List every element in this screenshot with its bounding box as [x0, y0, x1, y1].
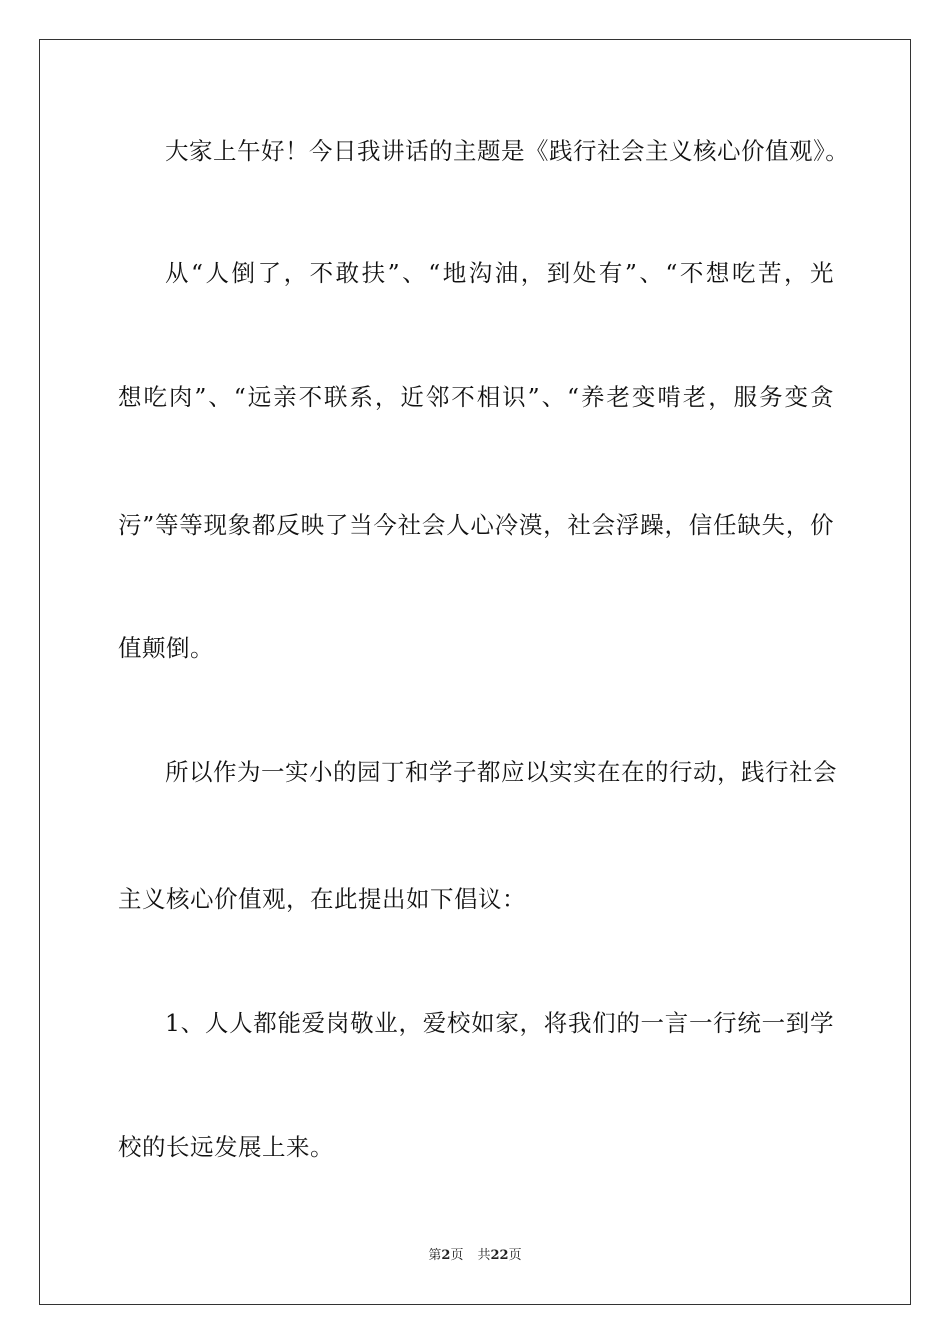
- page-prefix: 第: [428, 1248, 442, 1263]
- total-prefix: 共: [477, 1248, 491, 1263]
- total-suffix: 页: [508, 1248, 522, 1263]
- page-footer: [0, 1247, 950, 1265]
- paragraph-line: 大家上午好！今日我讲话的主题是《践行社会主义核心价值观》。: [165, 137, 850, 165]
- page-border: [39, 39, 911, 1305]
- paragraph-line: 值颠倒。: [118, 634, 214, 662]
- paragraph-line: 主义核心价值观，在此提出如下倡议：: [118, 885, 526, 913]
- paragraph-line: 校的长远发展上来。: [118, 1133, 334, 1161]
- paragraph-line: 从“人倒了，不敢扶”、“地沟油，到处有”、“不想吃苦，光: [165, 259, 834, 287]
- total-pages: 22: [490, 1248, 509, 1263]
- page-number: 2: [441, 1248, 451, 1263]
- paragraph-line: 1、人人都能爱岗敬业，爱校如家，将我们的一言一行统一到学: [165, 1009, 834, 1037]
- paragraph-line: 想吃肉”、“远亲不联系，近邻不相识”、“养老变啃老，服务变贪: [118, 383, 834, 411]
- paragraph-line: 所以作为一实小的园丁和学子都应以实实在在的行动，践行社会: [165, 758, 837, 786]
- page-suffix: 页: [450, 1248, 464, 1263]
- paragraph-line: 污”等等现象都反映了当今社会人心冷漠，社会浮躁，信任缺失，价: [118, 511, 834, 539]
